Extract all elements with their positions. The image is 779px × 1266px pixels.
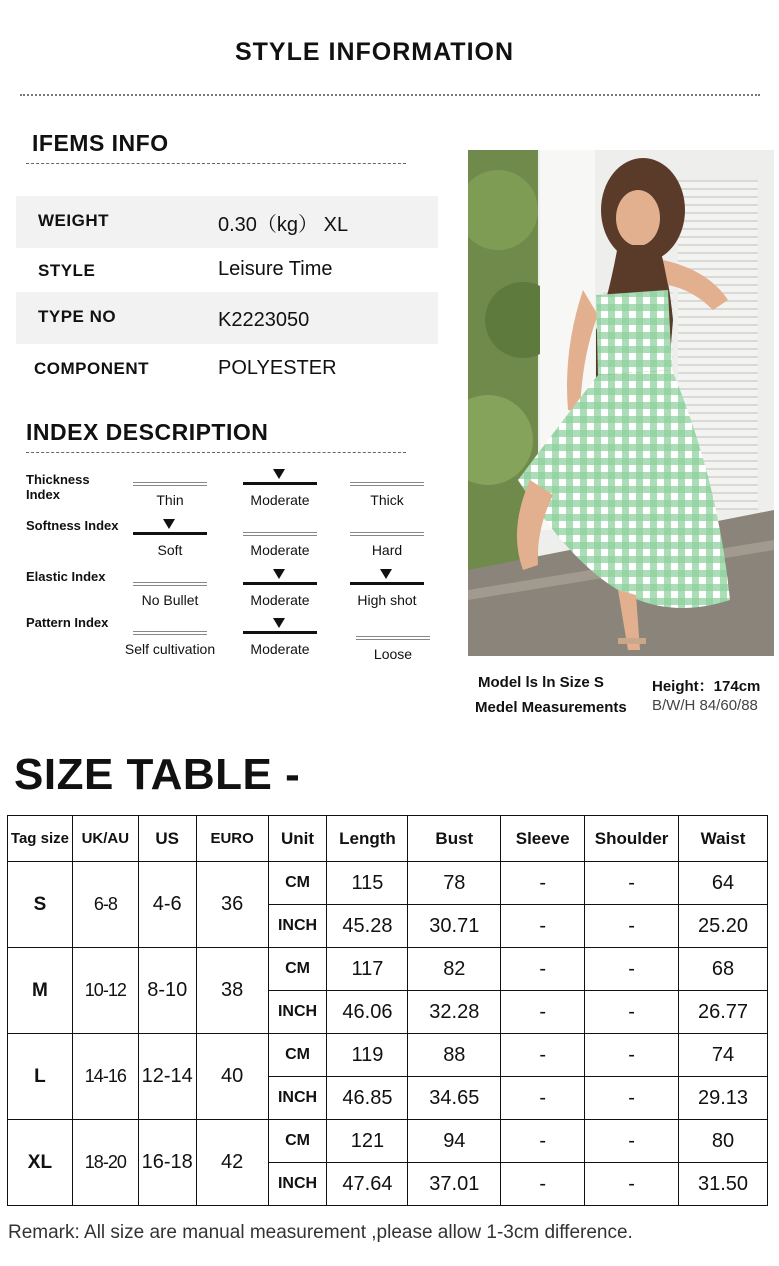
- table-row: [8, 948, 768, 991]
- top-divider: [20, 94, 760, 96]
- bust-cell: 37.01: [408, 1163, 501, 1206]
- size-euro: 36: [196, 862, 268, 948]
- index-option: [350, 524, 424, 558]
- info-value: Leisure Time: [218, 258, 333, 280]
- index-option-selected: [243, 574, 317, 608]
- col-header-uk-au: UK/AU: [72, 816, 138, 862]
- table-row: [8, 1120, 768, 1163]
- waist-cell: 74: [679, 1034, 768, 1077]
- info-row-component: [16, 344, 438, 396]
- selected-marker-icon: [380, 569, 392, 579]
- col-header-us: US: [138, 816, 196, 862]
- selected-marker-icon: [273, 469, 285, 479]
- index-option-label: Thin: [156, 492, 184, 508]
- size-uk-au: 6-8: [72, 862, 138, 948]
- table-row: [8, 862, 768, 905]
- info-label: COMPONENT: [34, 359, 149, 378]
- bust-cell: 94: [408, 1120, 501, 1163]
- size-us: 8-10: [138, 948, 196, 1034]
- length-cell: 117: [327, 948, 408, 991]
- col-header-euro: EURO: [196, 816, 268, 862]
- unit-cell: CM: [268, 948, 327, 991]
- length-cell: 46.85: [327, 1077, 408, 1120]
- index-option-label: Moderate: [250, 492, 310, 508]
- bust-cell: 30.71: [408, 905, 501, 948]
- col-header-bust: Bust: [408, 816, 501, 862]
- info-value: 0.30（kg） XL: [218, 214, 349, 236]
- index-option: [133, 574, 207, 608]
- index-description-divider: [26, 452, 406, 453]
- model-measurements-text: Medel Measurements: [475, 699, 627, 716]
- length-cell: 45.28: [327, 905, 408, 948]
- index-option-selected: [243, 623, 317, 657]
- info-value: K2223050: [218, 309, 310, 331]
- shoulder-cell: -: [585, 948, 679, 991]
- col-header-waist: Waist: [679, 816, 768, 862]
- size-euro: 40: [196, 1034, 268, 1120]
- table-row: [8, 1034, 768, 1077]
- col-header-tag-size: Tag size: [8, 816, 73, 862]
- col-header-sleeve: Sleeve: [501, 816, 585, 862]
- length-cell: 121: [327, 1120, 408, 1163]
- index-option-selected: [350, 574, 424, 608]
- index-description-heading: INDEX DESCRIPTION: [26, 419, 269, 445]
- index-option-label: High shot: [357, 592, 417, 608]
- index-option-label: Thick: [370, 492, 404, 508]
- unit-cell: CM: [268, 862, 327, 905]
- waist-cell: 29.13: [679, 1077, 768, 1120]
- col-header-shoulder: Shoulder: [585, 816, 679, 862]
- index-option-label: Moderate: [250, 641, 310, 657]
- size-us: 12-14: [138, 1034, 196, 1120]
- index-label-pattern: Pattern Index: [26, 615, 109, 630]
- sleeve-cell: -: [501, 1120, 585, 1163]
- size-table-header-row: [8, 816, 768, 862]
- unit-cell: CM: [268, 1034, 327, 1077]
- info-label: TYPE NO: [38, 307, 117, 326]
- index-option: [124, 623, 216, 657]
- index-label-thickness: Thickness Index: [26, 472, 90, 502]
- unit-cell: INCH: [268, 1077, 327, 1120]
- sleeve-cell: -: [501, 905, 585, 948]
- size-uk-au: 18-20: [72, 1120, 138, 1206]
- waist-cell: 31.50: [679, 1163, 768, 1206]
- selected-marker-icon: [273, 569, 285, 579]
- info-label: STYLE: [38, 261, 96, 280]
- model-size-text: Model ls ln Size S: [478, 674, 604, 691]
- length-cell: 46.06: [327, 991, 408, 1034]
- bust-cell: 78: [408, 862, 501, 905]
- shoulder-cell: -: [585, 862, 679, 905]
- index-option-label: Hard: [371, 542, 403, 558]
- size-table: [7, 815, 768, 1206]
- waist-cell: 68: [679, 948, 768, 991]
- size-uk-au: 10-12: [72, 948, 138, 1034]
- shoulder-cell: -: [585, 1120, 679, 1163]
- length-cell: 119: [327, 1034, 408, 1077]
- items-info-heading: IFEMS INFO: [32, 130, 169, 156]
- model-height-text: Height：174cm: [652, 678, 761, 695]
- waist-cell: 80: [679, 1120, 768, 1163]
- model-bwh-text: B/W/H 84/60/88: [652, 697, 758, 714]
- length-cell: 47.64: [327, 1163, 408, 1206]
- bust-cell: 88: [408, 1034, 501, 1077]
- size-euro: 38: [196, 948, 268, 1034]
- size-tag: L: [8, 1034, 73, 1120]
- index-label-elastic: Elastic Index: [26, 569, 106, 584]
- items-info-divider: [26, 163, 406, 164]
- shoulder-cell: -: [585, 991, 679, 1034]
- index-option-label: No Bullet: [141, 592, 199, 608]
- shoulder-cell: -: [585, 1034, 679, 1077]
- unit-cell: INCH: [268, 991, 327, 1034]
- info-row-style: [16, 246, 438, 298]
- sleeve-cell: -: [501, 1077, 585, 1120]
- remark-text: Remark: All size are manual measurement ,please allow 1-3cm difference.: [8, 1222, 633, 1243]
- index-option-label: Moderate: [250, 592, 310, 608]
- length-cell: 115: [327, 862, 408, 905]
- page-title: STYLE INFORMATION: [234, 38, 515, 66]
- size-us: 16-18: [138, 1120, 196, 1206]
- size-uk-au: 14-16: [72, 1034, 138, 1120]
- info-row-type-no: [16, 292, 438, 344]
- waist-cell: 26.77: [679, 991, 768, 1034]
- size-tag: S: [8, 862, 73, 948]
- size-tag: M: [8, 948, 73, 1034]
- size-euro: 42: [196, 1120, 268, 1206]
- index-option: [133, 474, 207, 508]
- info-label: WEIGHT: [38, 211, 109, 230]
- shoulder-cell: -: [585, 905, 679, 948]
- index-option: [350, 474, 424, 508]
- sleeve-cell: -: [501, 1034, 585, 1077]
- col-header-length: Length: [327, 816, 408, 862]
- waist-cell: 64: [679, 862, 768, 905]
- index-option-label: Soft: [157, 542, 183, 558]
- unit-cell: INCH: [268, 905, 327, 948]
- model-photo: [468, 150, 774, 656]
- sleeve-cell: -: [501, 1163, 585, 1206]
- bust-cell: 32.28: [408, 991, 501, 1034]
- index-label-softness: Softness Index: [26, 518, 119, 533]
- col-header-unit: Unit: [268, 816, 327, 862]
- index-option-label: Loose: [373, 646, 413, 662]
- selected-marker-icon: [163, 519, 175, 529]
- bust-cell: 82: [408, 948, 501, 991]
- index-option: [356, 628, 430, 662]
- sleeve-cell: -: [501, 991, 585, 1034]
- index-option-selected: [243, 474, 317, 508]
- size-tag: XL: [8, 1120, 73, 1206]
- size-us: 4-6: [138, 862, 196, 948]
- sleeve-cell: -: [501, 948, 585, 991]
- index-option-selected: [133, 524, 207, 558]
- unit-cell: CM: [268, 1120, 327, 1163]
- index-option: [243, 524, 317, 558]
- info-row-weight: [16, 196, 438, 248]
- unit-cell: INCH: [268, 1163, 327, 1206]
- selected-marker-icon: [273, 618, 285, 628]
- shoulder-cell: -: [585, 1077, 679, 1120]
- sleeve-cell: -: [501, 862, 585, 905]
- info-value: POLYESTER: [218, 357, 337, 379]
- bust-cell: 34.65: [408, 1077, 501, 1120]
- index-option-label: Moderate: [250, 542, 310, 558]
- waist-cell: 25.20: [679, 905, 768, 948]
- index-option-label: Self cultivation: [124, 641, 216, 657]
- shoulder-cell: -: [585, 1163, 679, 1206]
- size-table-title: SIZE TABLE -: [14, 750, 301, 799]
